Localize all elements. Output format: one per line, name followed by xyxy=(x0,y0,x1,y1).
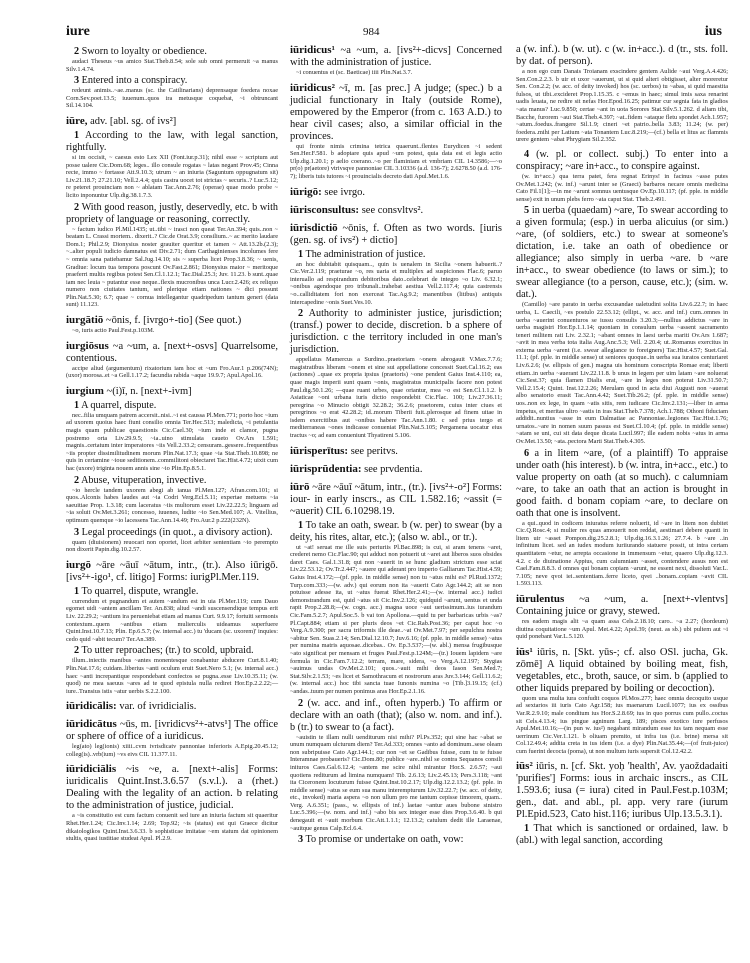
dictionary-entry xyxy=(290,463,502,476)
citations: ~io hercle tandem uxorem abegi ab ianua Pl.Men.127; Afran.com.101; si quos..Alconis habes laudes aut ~ia Codri Verg.Ecl.5.11; expertae metuens ~ia saeuitiae Prop. 1.3.18; cum laceratus ~iis multorum esset Liv.22.22.5; linguam ad ~ia soluit Ov.Met.3.261; concesso, iuuenes, ludite ~io Sen.Med.107; A. Vitellius, optimum quemque ~io lacessens Tac.Ann.14.49; Fro.Aur.2 p.222(232N). xyxy=(66,486,278,524)
citations: accipe aliud (argumentum) rixatorium iam hoc et ~um Fro.Aur.1 p.206(74N); (uxor) morosa..et ~a Gell.1.17.2; facundia rabida ~aque 19.9.7; Apul.Apol.16. xyxy=(66,364,278,380)
sense-number: 2 xyxy=(74,474,80,486)
sense-number: 4 xyxy=(524,148,530,160)
headword: iūrō xyxy=(290,480,310,493)
citations: (w. in+acc.) qua terra patet, fera regnat Erinys! in facinus ~asse putes Ov.Met.1.242; (w. inf.) ~arunt inter se (Graeci) barbaros necare omnis medicina Cato Fil.1[1];—in me ~arunt somnus uentusque Ov.Ep.10.117; (pf. pple. in middle sense) exit in unum plebs ferro ~ata caput Stat. Theb.2.491. xyxy=(516,172,728,203)
headword: iūridicālis: xyxy=(66,700,117,713)
sense-text: The administration of justice. xyxy=(305,248,426,260)
entry-header-line xyxy=(290,222,502,247)
headword: iūridicus¹ xyxy=(290,44,335,56)
entry-etymology: iūris, n. [cf. Skt. yoḥ 'health', Av. yaoždadaiti 'purifies'] Forms: ious in archaic inscrs., as CIL 1.593.6; iusa (= iura) cited in Paul.Fest.p.103M; gen., dat. and abl., pl. app. very rare (iurum Pl.Epid.523, Cato hist.116; iuribus Ulp.13.5.3.1). xyxy=(516,761,729,821)
sense-definition xyxy=(516,149,728,173)
sense-definition xyxy=(290,520,502,544)
column-3 xyxy=(516,44,728,852)
running-head-first-word: iure xyxy=(66,24,90,39)
sense-number: 2 xyxy=(74,201,80,213)
entry-header-line xyxy=(66,385,278,398)
sense-number: 1 xyxy=(524,823,530,835)
sense-definition xyxy=(66,475,278,487)
citations: si im occisit, ~ caesus esto Lex XII (Font.iur.p.31); nihil esse ~ scriptum aut posse ualere Cic.Dom.68; leges.. illo consule rogatas ~ latas negant Prov.45; Cinna recte, immo ~ fortasse Att.9.10.3; utrum ~ an iniuria (Saguntum oppugnatum sit) Liv.21.18.7; 27.21.10; Vell.2.4.4; quis castra uocet tot strictas ~ securis..? Luc.5.12; re peteret prouinciam non ~ ablatam Tac.Ann.2.76; (operae) quae modo probe ~ licito inponuntur Ulp.dig.38.1.7.3. xyxy=(66,153,278,199)
entry-etymology: a (w. inf.). b (w. ut). c (w. in+acc.). d (tr., sts. foll. by dat. of person). xyxy=(516,44,728,67)
running-head xyxy=(0,24,750,44)
entry-etymology: ~ōnis, f. [ivrgo+-tio] (See quot.) xyxy=(105,315,242,327)
citations: appellatus Mamercus a Surdino..praetoriam ~onem abrogauit V.Max.7.7.6; magistratibus liberam ~onem et sine sui appellatione concessit Suet.Cal.16.2; eas (actiones) ..quae ex propria ipsius (praetoris) ~one pendent Gaius Inst.4.110; ea, quae magis imperii sunt quam ~onis, magistratus municipalis facere non potest Paul.dig.50.1.26; —quae ruant urbes, quae oriantur, mea ~o est Sen.Cl.1.1.2. b Asiaticae ~oni urbana iuris dictio respondebit Cic.Flac. 100; Liv.27.36.11; peregrina ~o Minucio obtigit 32.28.2; 36.2.6; praetorem, cuius inter ciues et peregrinos ~o erat 42.28.2; id..morum Tiberii fuit..plerosque ad finem uitae in isdem exercitibus aut ~onibus habere Tac.Ann.1.80. c sed prius tergo et mediterraneas ~ones indicasse conueniat Plin.Nat.5.105; Pergamena uocatur eius tractus ~o; ad eam conueniunt Thyatireni 5.106. xyxy=(290,356,502,440)
entry-etymology: ~is ~e, a. [next+-alis] Forms: iuridicalis Quint.Inst.3.6.57 (s.v.l.). a (rhet.) Dealing with the legality of an action. b relating to the administration of justice, judicial. xyxy=(66,764,279,812)
dictionary-entry xyxy=(66,763,278,842)
sense-text: To quarrel, dispute, wrangle. xyxy=(81,585,199,597)
running-head-last-word: ius xyxy=(704,24,722,39)
citations: a non ego cum Danais Troianam exscindere gentem Aulide ~aui Verg.A.4.426; Sen.Con.2.2.3. b uir et uxor ~auerunt, ut si quid alteri obtigisset, alter moreretur Sen. Con.2.2; (w. acc. of deity invoked) hos (sc. uerbos) tu ~abas, si quid maestita fulsos, ut tibi..excideret Prop.1.15.35. c ~emus in haec; simul imis saxa renarint uadis leuata, ne redire sit nefas Hor.Epod.16.25; patimur cur segnia fata in gladios ~ata manus? Luc.9.850; certae ~ant in uota Sorores Stat.Silv.5.1.262. d aliam tibi, Bacche, furorem ~aui Stat.Theb.4.397; ~at..fidem ~ataque fletu spondet Ach.1.957; ~atum..foedus..frangere Sil.1.9; cineri ~et patrio..bella 3.83; 11.24; (w. per) foedera..mihi per Latium ~ata Tonantem Luc.8.219;—(cf.) bella et litus ac flammis urere gentem ~abat Phrygiam Sil.2.352. xyxy=(516,68,728,144)
entry-etymology: ~ōnis, f. Often as two words. [iuris (gen. sg. of ivs²) + dictio] xyxy=(290,222,502,246)
dictionary-entry xyxy=(516,44,728,144)
page-number: 984 xyxy=(363,26,380,38)
citations: ~auistin te illam nulli uenditurum nisi mihi? Pl.Ps.352; qui sine hac ~abat se unum numquam ulcturum diem? Ter.Ad.333; omnes ~anto ad dominum..sese oleam non subripuisse Cato Agr.144.1; cur non ~et se Gadibus fuisse, cum tu te fuisse Interamnae probaueris? Cic.Dom.80; publice ~are..nihil se contra Sequanos consili inituros Caes.Gal.6.12.4; ~antem me scire nihil mirantur Hor.S. 2.6.57; ~aui quotiens rediturum ad limina numquam! Tib. 2.6.13; Liv.2.45.13; Pers.3.118; ~ant ita Ciceronem locuturum fuisse Quint.Inst.10.2.17; Ulp.dig.12.2.13.2; (pf. pple. in middle sense) ~atus se eum sua manu interempturum Liv.32.22.7; (w. acc. of deity, etc., invoked) maria aspera ~o non ullum pro me tantum cepisse timorem, quam.. Verg. A.6.351; (pass., w. ellipsis of inf.) laetae ~antur aues bubone sinistro Luc.5.396;—(w. nom. and inf.) ~abo bis sex integer esse dies Prop.3.6.40. b qui denegauit et ~auit morbum Cic.Att.1.1.1; 12.13.2; catulum dedit ille Laraenae, ~auitque genus Calp.Ecl.6.4. xyxy=(290,733,502,832)
entry-header-line xyxy=(290,445,502,458)
sense-number: 1 xyxy=(298,248,304,260)
entry-header-line xyxy=(516,646,728,695)
entry-etymology: see prvdentia. xyxy=(364,463,423,475)
sense-number: 3 xyxy=(74,75,80,87)
dictionary-entry xyxy=(516,646,728,756)
column-1 xyxy=(66,44,278,848)
headword: iūrulentus xyxy=(516,592,565,605)
headword: iurgō xyxy=(66,558,92,571)
dictionary-entry xyxy=(290,204,502,217)
sense-text: a in litem ~are, (of a plaintiff) To appraise under oath (his interest). b (w. intra, in+acc., etc.) to value property on oath (at so much). c calumniam ~are, to take an oath that an action is brought in good faith. d bonam copiam ~are, to declare on oath that one is insolvent. xyxy=(516,447,728,519)
dictionary-entry xyxy=(66,718,278,758)
entry-header-line xyxy=(290,204,502,217)
entry-etymology: ~ūs, m. [ivridicvs²+-atvs¹] The office or sphere of office of a iuridicus. xyxy=(66,719,279,743)
sense-number: 3 xyxy=(298,834,304,846)
entry-etymology: ~a ~um, a. [ivs²+-dicvs] Concerned with the administration of justice. xyxy=(290,45,503,68)
dictionary-entry xyxy=(66,340,278,380)
entry-etymology: ~a ~um, a. [next+-vlentvs] Containing juice or gravy, stewed. xyxy=(516,593,729,617)
entry-header-line xyxy=(66,718,278,743)
dictionary-entry xyxy=(290,186,502,199)
column-2 xyxy=(290,44,502,851)
sense-text: Abuse, vituperation, invective. xyxy=(81,474,207,486)
sense-number: 1 xyxy=(74,585,80,597)
dictionary-entry xyxy=(66,314,278,335)
headword: iūre, xyxy=(66,114,88,127)
sense-text: (w. pl. or collect. subj.) To enter into a conspiracy; ~are in+acc., to conspire against. xyxy=(516,148,728,172)
sense-text: To take an oath, swear. b (w. per) to swear (by a deity, his rites, altar, etc.); (also w. abl., or tr.). xyxy=(290,519,502,543)
sense-text: (w. acc. and inf., often hyperb.) To affirm or declare with an oath (that); (also w. nom. and inf.). b (tr.) to swear to (a fact). xyxy=(290,697,503,733)
sense-definition xyxy=(66,645,278,657)
entry-header-line xyxy=(290,44,502,69)
headword: iūrigō: xyxy=(290,185,322,198)
citations: ut ~at! seruat me ille suis periuriis Pl.Bac.898; is cui, si aram tenens ~aret, crederet nemo Cic.Flac.90; qui adduci non potuerit ut ~aret aut liberos suos obsides daret Caes. Gal.1.31.8; qui non ~auerit in se hunc gladium strictum esse sciat Liv.22.53.12; Ov.Tr.2.447; ~auere qui aderant pro imperio Galliarum Tac.Hist.4.59; Gaius Inst.4.172;—(pf. pple. in middle sense) non tu ~atus mihi es? Pl.Rud.1372; Turp.com.333;—(w. adv.) qui eorum non ita ~auerit Cato Agr.144.2; ait se non potuisse adesse ita, ut ~atus fuerat Rhet.Her.2.41;—(w. internal acc.) iudici demonstrandum est, quid ~atus sit Cic.Inv.2.126; quidquid ~arunt, uentus et unda rapit Prop.2.28.8;—(w. cogn. acc.) magna uoce ~aui uerissimum..ius iurandum Cic.Fam.5.2.7; Apul.Soc.5. b vai ton Apollona.—quid tu per barbaricas urbis ~as? Pl.Capt.884; etiam si per pluris deos ~et Cic.Rab.Post.36; per caput hoc ~o Verg.A.9.300; per sacra triformis ille deae..~at Ov.Met.7.97; per sepulchra nostra ~abitur Sen. Suas.2.14; Sen.Dial.12.10.7; Juv.6.16; (pf. pple. in middle sense) ~atus per numina matris aquosae..dicebas.. Ov. Ep.3.537;—(w. abl.) mensa frugibusque ~ato significat per mensam et fruges Paul.Fest.p.124M;—(tr.) Iouem lapidem ~are formula in Cic.Fam.7.12.2; terram, mare, sidera, ~o Verg.A.12.197; Stygias ~auimus undas Ov.Met.2.101; quos..~auit mihi deos Iason Sen.Med.7; Stat.Silv.2.1.53; ~es licet et Samothracum et nostrorum aras Juv.3.144; Gell.11.6.2; (w. internal acc.) hoc tibi sancta tuae Iunonis numina ~o [Tib.]3.19.15; (cf.) ~andas..tuum per numen ponimus aras Hor.Ep.2.1.16. xyxy=(290,543,502,695)
sense-text: To promise or undertake on oath, vow: xyxy=(305,834,464,846)
dictionary-entry xyxy=(66,700,278,713)
sense-definition xyxy=(290,249,502,261)
sense-definition xyxy=(290,834,502,846)
entry-etymology: ~ī, m. [as prec.] A judge; (spec.) b a judicial functionary in Italy (outside Rome), empowered by the Emperor (from c. 163 A.D.) to hear civil cases; also, a similar official in the provinces. xyxy=(290,82,502,142)
sense-definition xyxy=(66,527,278,539)
citations: nec..filia umquam patrem accersit..nisi..~i est caussa Pl.Men.771; porto hoc ~ium ad uxorem quoius haec fiunt consilio omnia Ter.Hec.513; maledicta, ~i petulantia magis quam publicae quaestionis Cic.Cael.30; ~ium inde et clamor, pugna postremo orta Liv.29.9.5; ~ia..uino stimulata caueto Ov.Ars 1.591; magnis..certatum inter imperatores ~iis Vell.2.33.2; censuram..gessere..frequentibus ~iis propter dissimilitudinem morum Plin.Nat.17.3; quae ~ia Stat.Theb.10.898; ne quis in certamine ~ioue seditionem..commilitoni obiectaret Tac.Hist.4.72; uixit cum hac (uxore) triginta nouem annis sine ~io Plin.Ep.8.5.1. xyxy=(66,411,278,472)
entry-header-line xyxy=(66,763,278,812)
dictionary-entry xyxy=(290,481,502,847)
sense-text: Legal proceedings (in quot., a divisory action). xyxy=(81,526,273,538)
sense-number: 2 xyxy=(298,697,304,709)
sense-definition xyxy=(516,448,728,520)
citations: an hoc dubitabit quisquam.., quin is uenalem in Sicilia ~onem habuerit..? Cic.Ver.2.119; praeturae ~o, res uaria et multiplex ad suspiciones Flac.6; paruo interuallo ad respirandum debitoribus dato..celebrari de integro ~o Liv. 6.32.1; ~onibus agendoque pro tribunali..trahebat aestiua Vell.2.117.4; quia castrensis ~o..calliditatem fori non exerceat Tac.Ag.9.2; manentibus (litibus) antiquis intercapedine ~onis Suet.Ves.10. xyxy=(290,260,502,306)
dictionary-entry xyxy=(66,115,278,309)
dictionary-entry xyxy=(290,82,502,181)
sense-text: With good reason, justly, deservedly, etc. b with propriety of language or reasoning, correctly. xyxy=(66,201,278,225)
entry-header-line xyxy=(516,593,728,618)
dictionary-entry xyxy=(290,445,502,458)
entry-etymology: see peritvs. xyxy=(350,445,398,457)
sense-number: 2 xyxy=(74,645,80,657)
entry-header-line xyxy=(516,760,728,821)
entry-header-line xyxy=(66,700,278,713)
entry-etymology: var. of ivridicialis. xyxy=(119,701,197,713)
headword: iūs¹ xyxy=(516,645,533,658)
dictionary-entry xyxy=(66,385,278,554)
entry-etymology: ~āre ~āuī ~ātum, intr., (tr.). Also iūrigō. [ivs²+-igo¹, cf. litigo] Forms: iurigPl.Mer.119. xyxy=(66,559,279,583)
sense-definition xyxy=(66,400,278,412)
sense-number: 2 xyxy=(298,308,304,320)
sense-definition xyxy=(66,130,278,154)
sense-definition xyxy=(516,823,728,847)
entry-header-line xyxy=(66,314,278,327)
sense-number: 6 xyxy=(524,447,530,459)
entry-etymology: adv. [abl. sg. of ivs²] xyxy=(90,115,177,127)
dictionary-entry xyxy=(66,559,278,696)
headword: iurgium xyxy=(66,384,104,397)
headword: iūrisconsultus: xyxy=(290,203,360,216)
dictionary-entry xyxy=(516,593,728,641)
sense-text: Sworn to loyalty or obedience. xyxy=(81,46,207,57)
entry-header-line xyxy=(66,559,278,584)
headword: iūrisprūdentia: xyxy=(290,462,362,475)
dictionary-entry xyxy=(516,760,728,847)
citations: quam (diuisionem) reuocari non oportet, licet arbiter sententiam ~io perempto non dixerit Papin.dig.10.2.57. xyxy=(66,538,278,554)
citations: leg(ato) leg(ionis) xiiii..cvm ivrisdicatv pannoniae inferioris A.Epig.20.45.12; colleg(is)..vrb(ium) ~vs eivs CIL 11.377.11. xyxy=(66,743,278,758)
citations: (Camillo) ~are parato in uerba excusandae ualetudini solita Liv.6.22.7; in haec uerba, L. Caecili, ~es postulo 22.53.12; (ellipt., w. acc. and inf.) cum..omnes in uerba ~auerint conuenturos se iussu consulis 3.20.3;—nullius addictus ~are in uerba magistri Hor.Ep.1.1.14; quoniam in consulum uerba ~assent sacramento teneri militem rati Liv. 2.32.1; ~abant omnes in laesi uerba mariti Ov.Ars 1.687; ~avit in mea verba tota italia Aug.Anc.5.3; Vell. 2.20.4; ut..Romanus exercitus in externa uerba ~arent (i.e. swear allegiance to foreigners) Tac.Hist.4.57; Suet.Gal. 11.1; (pf. pple. in middle sense) ut seniores quoque..in uerba sua iuratos centuriaret Liv.6.2.6; (w. ellipsis of gen.) magna uis hominum conscripta Romae erat; liberti etiam..in uerba ~auerant Liv.22.11.8. b unus in legem per uim latam ~are noluerat Cic.Sest.37; quia flamen Dialis erat, ~are in leges non poterat Liv.31.50.7; Vell.2.15.4; Quint. Inst.12.2.26; Merulam quod in acta diui Augusti non ~auerat albo senatorio erasit Tac.Ann.4.42; Suet.Tib.26.2; (pf. pple. in middle sense) uos..non ex lege, in quam ~atis sitis, rem iudicare Cic.Inv.2.131;—liber in arma impetus, et meritas ultro ~astis in iras Stat.Theb.7.378; Ach.1.788; Othoni fiduciam addidit..nuntius ~asse in eum Dalmatiae ac Pannoniae..legiones Tac.Hist.1.76; urnatos..~are in nomen suum passus est Suet.Cl.10.4; (pf. pple. in middle sense) ~atam se uni, cui sit data deque dicata Lucil.997; ille eadem nobis ~atus in arma Ov.Met.13.50; ~ata..pectora Marti Stat.Theb.4.305. xyxy=(516,301,728,445)
citations: audaci Theseus ~us amico Stat.Theb.8.54; sole sub omni permeruit ~a manus Silv.1.4.74. xyxy=(66,58,278,73)
sense-definition xyxy=(290,698,502,734)
headword: iūridicātus xyxy=(66,718,117,731)
sense-text: in uerba (quaedam) ~are, To swear according to a given formula; (esp.) in uerba alicuius (or sim.) ~are, (of soldiers, etc.) to swear at someone's dictation, i.e. take an oath of obedience or allegiance; also simply in uerba ~are. b ~are in+acc., to swear obedience (to laws or sim.); to swear allegiance (to a person, cause, etc.); (sim. w. dat.). xyxy=(516,205,728,301)
entry-header-line xyxy=(290,463,502,476)
sense-number: 5 xyxy=(524,205,530,217)
citations: a qui..quod in codicem iniuratus referre noluerit, id ~are in litem non dubitet Cic.Q.Rosc.4; si mulier res quas amouerit non reddat, aestimari debere quanti in litem uir ~asset Pompon.dig.25.2.8.1; Ulp.dig.16.3.1.26; 27.7.4. b ~are ..in infinitum licet. sed an iudex modum iuriiurando statuere possit, ut intra certam quantitatem ~etur, ne arrepta occasione in immensum ~etur, quaero Ulp.dig.12.3. 4.2. c de diuinatione Appius, cum calumniam ~asset, contendere ausus non est Cael.Fam.8.8.3. d omnes qui bonam copiam ~arunt, ne essent nexi, dissoluti Var.L. 7.105; neve qvoi iei..sententiam..ferre liceto, qvei ..bonam..copiam ~avit CIL 1.593.113. xyxy=(516,519,728,588)
entry-etymology: see ivrgo. xyxy=(324,186,366,198)
entry-etymology: ~(i)ī, n. [next+-ivm] xyxy=(106,385,192,397)
dictionary-entry xyxy=(516,149,728,588)
citations: currendum et pugnandum et autem ~andum est in uia Pl.Mer.119; cum Dauo egomet uidi ~antem ancillam Ter. An.838; aliud ~andi suscensendique tempus erit Liv. 22.29.2; ~antium ira perueniebat etiam ad manus Curt. 9.9.17; fortuiti sermonis contextum..quem ~antibus etiam mulierculis uideamus superfuere Quint.Inst.10.7.13; Plin. Ep.6.5.7; (w. internal acc.) tu 'ducam (sc. uxorem)' inquies: cedo quid ~abit tecum? Ter.An.389. xyxy=(66,597,278,643)
sense-definition xyxy=(66,46,278,58)
citations: quom una multa iura confudit coquos Pl.Mos.277; haec omnia decoquito usque ad sextarios iii iuris Cato Agr.158; ius maenarum Lucil.1077; ius ex ossibus Var.R.2.9.10; male conditum ius Hor.S.2.8.69; ius in quo porrus cum pullo..coctus sit Cels.4.13.4; ius pingue agninum Larg. 189; pisces exotico iure perfusos Apul.Met.10.16;—(in pun w. ius²) negabant mirandum esse ius tam nequam esse uerrinum Cic.Ver.1.121. b oliuam premito, ut infra ius (i.e. brine) mersa sit Col.12.49.4; addita creta in ius idem (i.e. a dye) Plin.Nat.35.44;—(of fruit-juice) cum fuerint decocta (poma), ut non multum iuris supersit Col.12.42.2. xyxy=(516,694,728,755)
sense-number: 3 xyxy=(74,526,80,538)
entry-etymology: ~a ~um, a. [next+-osvs] Quarrelsome, contentious. xyxy=(66,340,278,364)
sense-text: To utter reproaches; (tr.) to scold, upbraid. xyxy=(81,645,254,657)
sense-definition xyxy=(290,308,502,356)
entry-header-line xyxy=(516,44,728,68)
entry-header-line xyxy=(66,115,278,128)
sense-text: Authority to administer justice, jurisdiction; (transf.) power to decide, discretion. b a sphere of jurisdiction. c the territory included in one man's jurisdiction. xyxy=(290,308,502,356)
citations: illum..iniectis manibus ~antes monentesque conabantur abducere Curt.8.1.40; Plin.Nat.17.6; cuidam..liberius ~anti oculum eruit Suet.Nero 5.1; (w. internal acc.) haec ~anti increpantique respondebant confectos se pugna..esse Liv.10.35.11; (w. quod) ne mea saeuus ~ares ad te quod epistula nulla rediret Hor.Ep.2.2.22;— iure..Transius istis ~atur uerbis S.2.2.100. xyxy=(66,657,278,695)
entry-header-line xyxy=(290,186,502,199)
headword: iūrisperītus: xyxy=(290,444,349,457)
sense-text: According to the law, with legal sanction, rightfully. xyxy=(66,129,279,153)
headword: iūs² xyxy=(516,760,533,773)
entry-etymology: iūris, n. [Skt. yūs-; cf. also OSl. jucha, Gk. zōmē] A liquid obtained by boiling meat, fish, vegetables, etc., broth, sauce, or sim. b (applied to other liquids prepared by boiling or decoction). xyxy=(516,646,729,694)
citations: ~o, iuris actio Paul.Fest.p.103M. xyxy=(72,327,155,335)
citations: ~ factum iudico Pl.Mil.1435; ut..tibi ~ irasci non queat Ter.An.394; quis..non ~ beatam L. Crassi mortem.. dixerit..? Cic.de Orat.3.9; consilium..~ ac merito laudare Dom.1; Phil.2.9; Dionysius noster grauiter queritur et tamen ~ Att.13.2b.(2.3); ~..alter populi iudicio damnatus est Div.2.71; dum Carthaginienses incolumes fere ~ omnia sana patiebamur Sal.Jug.14.10; sis ~ superba licet Prop.3.8.36; ~ uenis, Gradiue: locum tua tempora poscunt Ov.Fast.2.861; Dionysius maior ~ meritoque praeferri multis regibus potest Sen.Cl.1.12.1; Tac.Dial.25.3; Juv. 11.23. b sunt..quae iam nec leuia ~ putantur esse neque..flexis mucronibus unca Lucr.2.426; ex reliquo numero non ciuitates tantum, sed plerique etiam nationes ~ dici possunt Plin.Nat.5.30; 6.7; quae ~ cornua intellegantur quadripedum tantum generi (data sunt) 11.123. xyxy=(66,225,278,309)
dictionary-entry xyxy=(66,46,278,110)
citations: redeunt animis..~ae..manus (sc. the Catilinarians) deprensaque foedera noxae Corn.Sev.poet.13.5; iuuenum..quos ira metusque coquebat, ~i obtruncant Sil.14.104. xyxy=(66,87,278,110)
headword: iūridiciālis xyxy=(66,763,117,776)
sense-text: Entered into a conspiracy. xyxy=(81,75,188,87)
citations: res eadem magis alit ~a quam assa Cels.2.18.10; caro.. ~a 2.27; (hordeum) diutina coquitatione ~um Apul. Met.4.22; Apol.39; (neut. as sb.) ubi pultem aut ~i quid ponebant Var.L.5.120. xyxy=(516,617,728,641)
sense-number: 1 xyxy=(298,519,304,531)
citations: qui fronte nimis crimina tetrica quaerunt..flentes Eurydicen ~i sedent Sen.Her.F.581. b adoptare quis apud ~um potest, quia data est ei legis actio Ulp.dig.1.20.1; p aelio coerano..~o per flaminiam et vmbriam CIL 14.3586;—~o pr(o) pr(aetore) vtrivsqve pannoniae CIL 3.10336 (a.d. 136-7); 2.6278.50 (a.d. 176-7); liberis tuis tutores ~i prouincialis decreto dati Apul.Met.1.6. xyxy=(290,142,502,180)
dictionary-entry xyxy=(290,222,502,440)
entry-etymology: see consvltvs². xyxy=(361,204,424,216)
entry-header-line xyxy=(290,481,502,518)
sense-text: That which is sanctioned or ordained, law. b (abl.) with legal sanction, according xyxy=(516,823,728,847)
sense-number: 1 xyxy=(74,129,80,141)
sense-text: A quarrel, dispute. xyxy=(81,399,157,411)
headword: iurgiōsus xyxy=(66,339,109,352)
entry-etymology: ~āre ~āuī ~ātum, intr., (tr.). [ivs²+-o²] Forms: iour- in early inscrs., as CIL 1.582.16; ~assit (= ~auerit) CIL 6.10298.19. xyxy=(290,481,503,517)
entry-header-line xyxy=(290,82,502,143)
sense-definition xyxy=(66,75,278,87)
citations: a ~is constitutio est cum factum conuenit sed iure an iniuria factum sit quaeritur Rhet.Her.1.24; Cic.Inv.1.14; 2.69; Top.92; ~is (status) est qui Graece dicitur dikaiologikos Quint.Inst.3.6.33. b sophisticae imitatae ~em statum dat opinionem stultis, quasi iustitiae studeat Apul. Pl.2.9. xyxy=(66,812,278,843)
headword: iurgātiō xyxy=(66,314,104,327)
headword: iūrisdictiō xyxy=(290,221,338,234)
sense-number: 2 xyxy=(74,46,80,57)
citations: ~i conuentus ei (sc. Baeticae) iiii Plin.Nat.3.7. xyxy=(296,69,413,76)
sense-definition xyxy=(66,202,278,226)
dictionary-entry xyxy=(290,44,502,77)
sense-definition xyxy=(66,586,278,598)
sense-definition xyxy=(516,205,728,301)
entry-header-line xyxy=(66,340,278,365)
headword: iūridicus² xyxy=(290,81,335,94)
sense-number: 1 xyxy=(74,399,80,411)
